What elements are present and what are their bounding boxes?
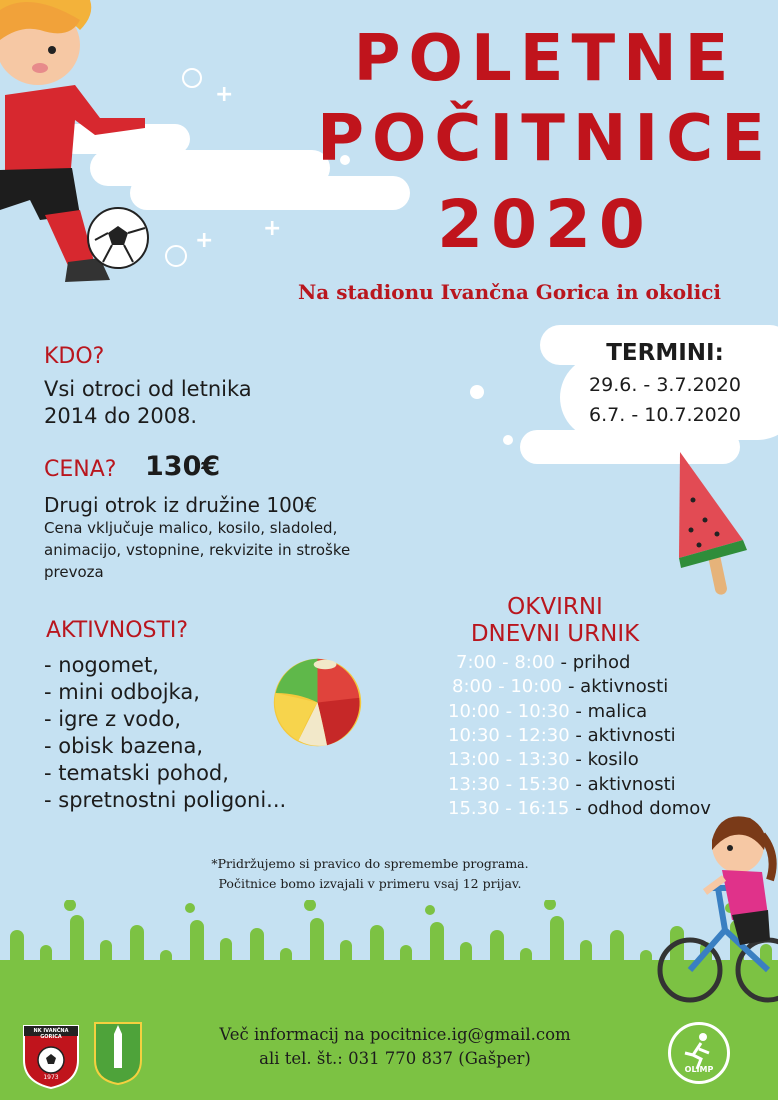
cloud-right-2 [560, 355, 778, 440]
municipality-coat-of-arms [92, 1020, 144, 1086]
termini-date-2: 6.7. - 10.7.2020 [589, 404, 741, 426]
plus-decoration: + [215, 82, 234, 107]
ring-decoration [182, 68, 202, 88]
cena-price: 130€ [145, 451, 221, 482]
schedule-row: 15.30 - 16:15 - odhod domov [448, 798, 711, 819]
contact-line-2: ali tel. št.: 031 770 837 (Gašper) [259, 1049, 531, 1068]
watermelon-popsicle-icon [665, 450, 755, 600]
club-logo-year: 1973 [43, 1074, 59, 1081]
kdo-line-1: Vsi otroci od letnika [44, 377, 252, 401]
cena-includes-3: prevoza [44, 563, 104, 581]
cena-second-child: Drugi otrok iz družine 100€ [44, 493, 318, 517]
urnik-heading-1: OKVIRNI [507, 594, 603, 620]
list-item: - spretnostni poligoni... [44, 788, 287, 812]
termini-heading: TERMINI: [606, 340, 724, 366]
subtitle: Na stadionu Ivančna Gorica in okolici [298, 280, 722, 304]
schedule-row: 7:00 - 8:00 - prihod [456, 652, 631, 673]
note-line-2: Počitnice bomo izvajali v primeru vsaj 12 prijav. [218, 876, 522, 891]
schedule-row: 13:00 - 13:30 - kosilo [448, 749, 639, 770]
list-item: - obisk bazena, [44, 734, 204, 758]
schedule-row: 10:30 - 12:30 - aktivnosti [448, 725, 676, 746]
kdo-line-2: 2014 do 2008. [44, 404, 198, 428]
schedule-row: 10:00 - 10:30 - malica [448, 701, 648, 722]
girl-bicycle-illustration [650, 810, 778, 1010]
note-line-1: *Pridržujemo si pravico do spremembe programa. [211, 856, 529, 871]
title-line-1: POLETNE [353, 22, 737, 96]
list-item: - mini odbojka, [44, 680, 200, 704]
ring-decoration [165, 245, 187, 267]
urnik-heading-2: DNEVNI URNIK [470, 621, 640, 647]
list-item: - tematski pohod, [44, 761, 229, 785]
schedule-row: 13:30 - 15:30 - aktivnosti [448, 774, 676, 795]
title-line-2: POČITNICE [317, 102, 773, 176]
contact-line-1: Več informacij na pocitnice.ig@gmail.com [219, 1025, 571, 1044]
cloud-top-2 [130, 176, 410, 210]
plus-decoration: + [263, 216, 282, 241]
boy-football-illustration [0, 0, 160, 290]
title-year: 2020 [437, 186, 653, 263]
termini-date-1: 29.6. - 3.7.2020 [589, 374, 741, 396]
olimp-logo [668, 1022, 730, 1084]
aktivnosti-heading: AKTIVNOSTI? [46, 618, 189, 643]
list-item: - igre z vodo, [44, 707, 182, 731]
cena-includes-2: animacijo, vstopnine, rekvizite in stroške [44, 541, 351, 559]
schedule-row: 8:00 - 10:00 - aktivnosti [452, 676, 669, 697]
olimp-logo-text: OLIMP [684, 1065, 714, 1074]
dot [470, 385, 484, 399]
plus-decoration: + [195, 228, 214, 253]
dot [503, 435, 513, 445]
cena-includes-1: Cena vključuje malico, kosilo, sladoled, [44, 519, 338, 537]
cena-heading: CENA? [44, 457, 117, 482]
club-logo-text: NK IVANČNA GORICA [33, 1028, 69, 1040]
list-item: - nogomet, [44, 653, 159, 677]
beach-ball-icon [270, 655, 365, 750]
kdo-heading: KDO? [44, 344, 105, 369]
aktivnosti-list [44, 652, 286, 814]
